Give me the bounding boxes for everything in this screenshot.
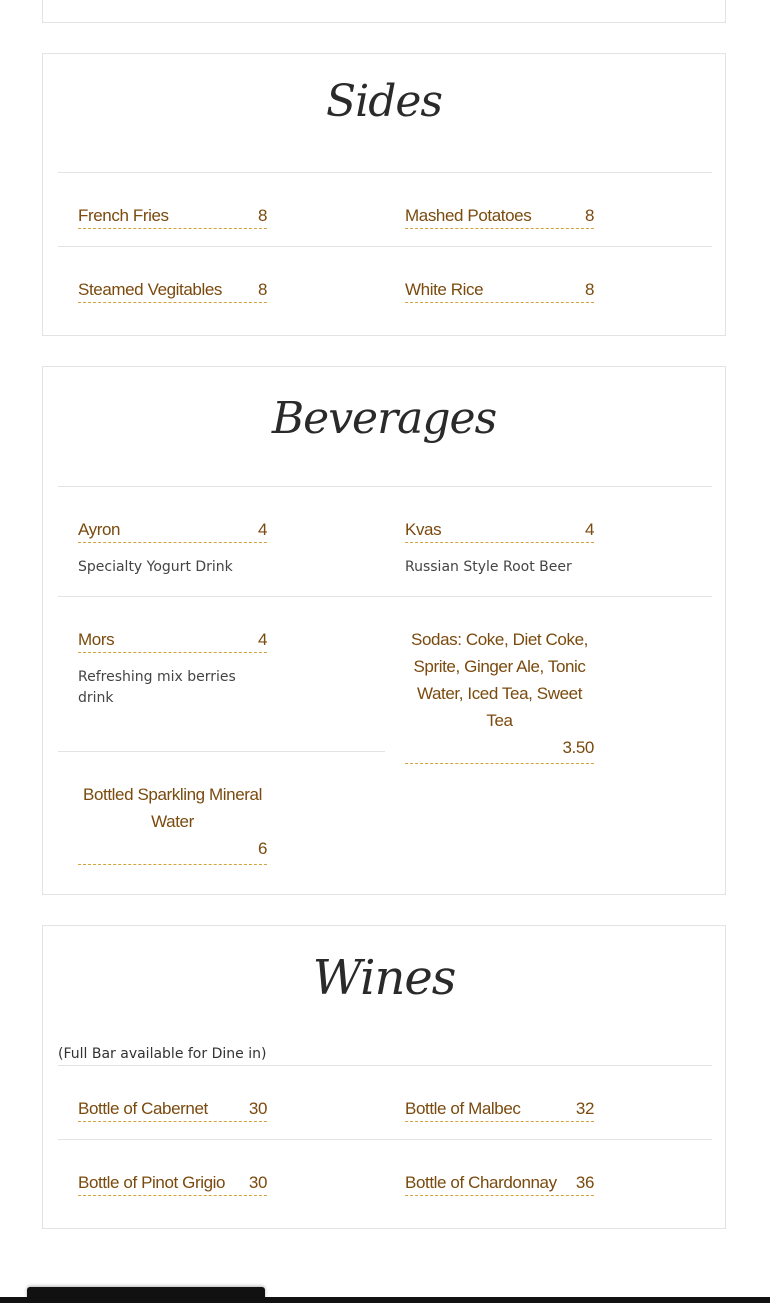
section-note: (Full Bar available for Dine in): [58, 1046, 267, 1062]
divider: [58, 596, 712, 597]
item-price: 32: [575, 1099, 594, 1118]
menu-item: [405, 206, 594, 229]
divider: [58, 1139, 712, 1140]
item-price: 30: [248, 1099, 267, 1118]
menu-item: [78, 1173, 267, 1196]
menu-item: [78, 630, 267, 709]
item-name: Sodas: Coke, Diet Coke, Sprite, Ginger Ale, Tonic Water, Iced Tea, Sweet Tea: [411, 630, 588, 730]
menu-item: [78, 781, 267, 865]
divider: [58, 1065, 712, 1066]
item-price: 8: [584, 280, 594, 299]
item-name: Bottle of Malbec: [405, 1099, 521, 1118]
item-price: 4: [257, 630, 267, 649]
item-name: French Fries: [78, 206, 169, 225]
menu-item: [78, 1099, 267, 1122]
item-description: Russian Style Root Beer: [405, 559, 572, 575]
item-price: 4: [584, 520, 594, 539]
menu-item: [78, 280, 267, 303]
menu-item: [405, 1099, 594, 1122]
item-name: Mors: [78, 630, 115, 649]
divider: [58, 172, 712, 173]
item-price: 8: [584, 206, 594, 225]
item-name: Steamed Vegitables: [78, 280, 223, 299]
item-price: 8: [257, 206, 267, 225]
item-name: White Rice: [405, 280, 484, 299]
item-price: 6: [257, 839, 267, 858]
item-price: 36: [575, 1173, 594, 1192]
item-name: Bottled Sparkling Mineral Water: [83, 785, 262, 831]
item-name: Bottle of Chardonnay: [405, 1173, 557, 1192]
item-name: Kvas: [405, 520, 442, 539]
beverages-section: [42, 366, 726, 895]
item-price: 4: [257, 520, 267, 539]
divider: [58, 246, 712, 247]
section-title: Sides: [326, 76, 442, 127]
wines-section: [42, 925, 726, 1229]
menu-item: [405, 520, 594, 578]
item-price: 3.50: [562, 738, 594, 757]
section-title: Wines: [312, 950, 456, 1006]
menu-item: [405, 626, 594, 764]
item-description: Refreshing mix berries drink: [78, 669, 236, 706]
divider: [58, 751, 385, 752]
divider: [58, 486, 712, 487]
item-description: Specialty Yogurt Drink: [78, 559, 233, 575]
item-price: 30: [248, 1173, 267, 1192]
previous-section-card: [42, 0, 726, 23]
bottom-bar: [0, 1297, 770, 1303]
menu-item: [78, 206, 267, 229]
item-name: Ayron: [78, 520, 121, 539]
item-name: Bottle of Cabernet: [78, 1099, 208, 1118]
menu-item: [405, 280, 594, 303]
menu-item: [78, 520, 267, 578]
sides-section: [42, 53, 726, 336]
menu-item: [405, 1173, 594, 1196]
item-name: Mashed Potatoes: [405, 206, 532, 225]
item-name: Bottle of Pinot Grigio: [78, 1173, 226, 1192]
section-title: Beverages: [271, 393, 497, 444]
item-price: 8: [257, 280, 267, 299]
